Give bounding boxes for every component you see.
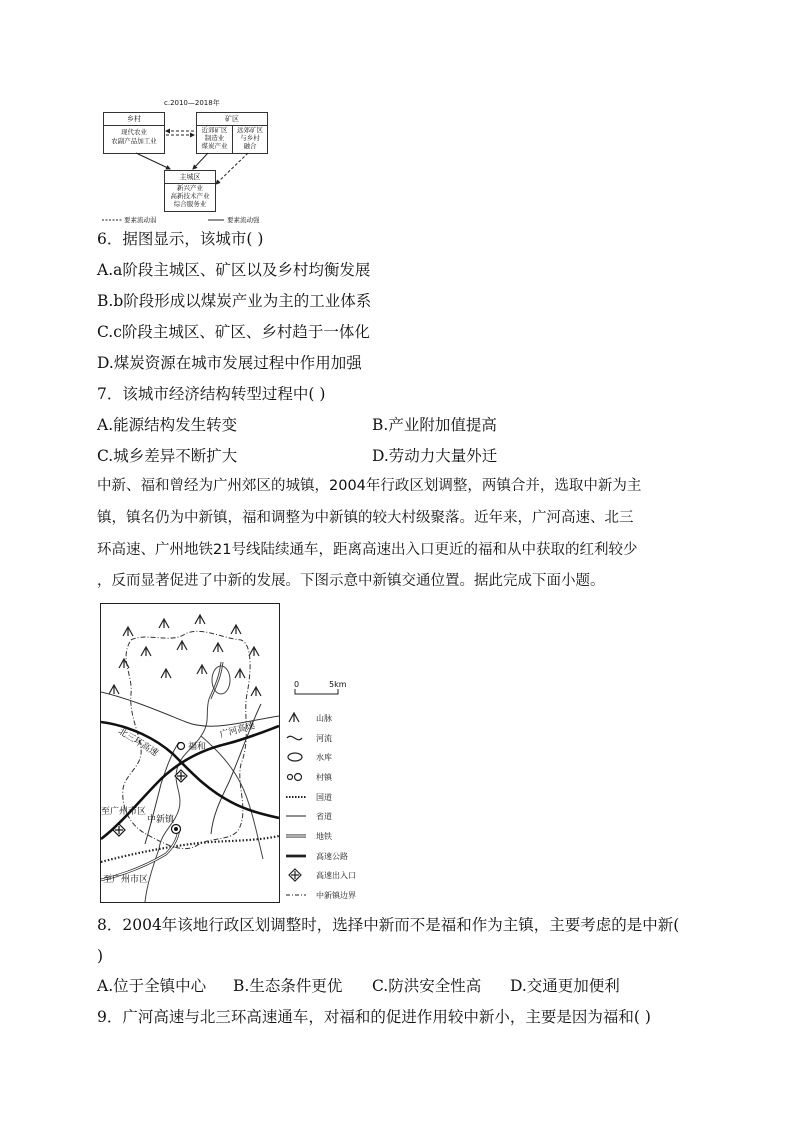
q7-option-b: B.产业附加值提高 xyxy=(372,416,497,434)
q8-option-d: D.交通更加便利 xyxy=(510,977,620,995)
q8-option-b: B.生态条件更优 xyxy=(233,977,343,995)
passage-line: 镇，镇名仍为中新镇，福和调整为中新镇的较大村级聚落。近年来，广河高速、北三 xyxy=(97,510,634,526)
main-city-title: 主城区 xyxy=(165,171,215,184)
legend-label: 高速出入口 xyxy=(316,871,356,880)
map-graphics xyxy=(101,604,279,902)
mining-left-line: 煤炭产业 xyxy=(201,142,228,150)
map-label-fuhe: 福和 xyxy=(188,742,207,752)
map-legend xyxy=(284,680,374,905)
legend-label: 水库 xyxy=(316,753,332,762)
q8-option-c: C.防洪安全性高 xyxy=(372,977,482,995)
legend-label: 省道 xyxy=(316,812,332,821)
q6-option-c: C.c阶段主城区、矿区、乡村趋于一体化 xyxy=(97,323,370,341)
q8-stem: 8．2004年该地行政区划调整时，选择中新而不是福和作为主镇，主要考虑的是中新( xyxy=(97,916,680,934)
village-icon xyxy=(288,775,293,780)
q6-option-d: D.煤炭资源在城市发展过程中作用加强 xyxy=(97,354,362,372)
q7-option-a: A.能源结构发生转变 xyxy=(97,416,238,434)
map-label-zhongxin: 中新镇 xyxy=(147,815,175,825)
passage-line: ，反而显著促进了中新的发展。下图示意中新镇交通位置。据此完成下面小题。 xyxy=(97,573,605,589)
q9-stem: 9．广河高速与北三环高速通车，对福和的促进作用较中新小，主要是因为福和( ) xyxy=(97,1008,651,1026)
q7-stem: 7．该城市经济结构转型过程中( ) xyxy=(97,385,326,403)
legend-label: 河流 xyxy=(316,734,332,743)
passage-line: 环高速、广州地铁21号线陆续通车，距离高速出入口更近的福和从中获取的红利较少 xyxy=(97,542,638,558)
q6-stem: 6．据图显示，该城市( ) xyxy=(97,230,264,248)
traffic-map xyxy=(100,603,280,903)
national-road xyxy=(101,836,279,862)
village-line: 现代农业 xyxy=(121,128,147,136)
q6-option-b: B.b阶段形成以煤炭产业为主的工业体系 xyxy=(97,292,372,310)
legend-label: 中新镇边界 xyxy=(316,891,356,900)
flow-diagram xyxy=(98,96,298,226)
legend-symbols xyxy=(284,708,312,908)
q6-option-a: A.a阶段主城区、矿区以及乡村均衡发展 xyxy=(97,261,371,279)
mining-title: 矿区 xyxy=(197,113,267,126)
scale-five: 5km xyxy=(329,680,347,689)
town-icon xyxy=(295,774,302,781)
map-label-beisanhuan: 北三环高速 xyxy=(116,726,160,759)
flow-arrows xyxy=(98,96,298,226)
reservoir-icon xyxy=(288,753,302,761)
legend-label: 山脉 xyxy=(316,714,332,723)
main-city-line: 高新技术产业 xyxy=(170,192,210,200)
q8-option-a: A.位于全镇中心 xyxy=(97,977,207,995)
q7-option-c: C.城乡差异不断扩大 xyxy=(97,447,238,465)
map-label-to-guangzhou: 至广州市区 xyxy=(103,875,149,885)
legend-label: 地铁 xyxy=(316,832,332,841)
legend-label: 村镇 xyxy=(316,773,332,782)
mining-right-line: 远郊矿区 xyxy=(237,126,263,134)
fuhe-town-marker xyxy=(178,743,185,750)
map-label-guanghe: 广河高速 xyxy=(218,720,257,741)
mining-right-line: 融合 xyxy=(243,142,257,150)
mining-left-line: 近郊矿区 xyxy=(201,126,228,134)
q7-option-d: D.劳动力大量外迁 xyxy=(372,447,498,465)
legend-solid-label: 要素流动强 xyxy=(227,216,260,224)
mountain-icon xyxy=(289,713,299,722)
q8-stem-continued: ) xyxy=(97,947,104,965)
map-label-to-guangzhou: 至广州市区 xyxy=(101,807,147,817)
village-title: 乡村 xyxy=(104,113,164,126)
stage-label: c.2010—2018年 xyxy=(164,99,220,107)
passage-line: 中新、福和曾经为广州郊区的城镇，2004年行政区划调整，两镇合并，选取中新为主 xyxy=(97,478,642,494)
mountain-symbols xyxy=(109,615,261,696)
mining-right-line: 与乡村 xyxy=(240,134,260,142)
river-icon xyxy=(287,736,302,739)
scale-zero: 0 xyxy=(294,680,300,689)
legend-label: 国道 xyxy=(316,793,332,802)
exit-icon xyxy=(289,869,301,881)
scale-bar xyxy=(294,689,344,695)
reservoir xyxy=(212,666,230,694)
main-city-line: 综合服务业 xyxy=(173,200,207,208)
main-city-line: 新兴产业 xyxy=(177,184,203,192)
village-line: 农副产品加工业 xyxy=(111,137,157,145)
legend-dashed-label: 要素流动弱 xyxy=(124,216,157,224)
legend-label: 高速公路 xyxy=(316,852,348,861)
mining-left-line: 制造业 xyxy=(204,134,225,142)
